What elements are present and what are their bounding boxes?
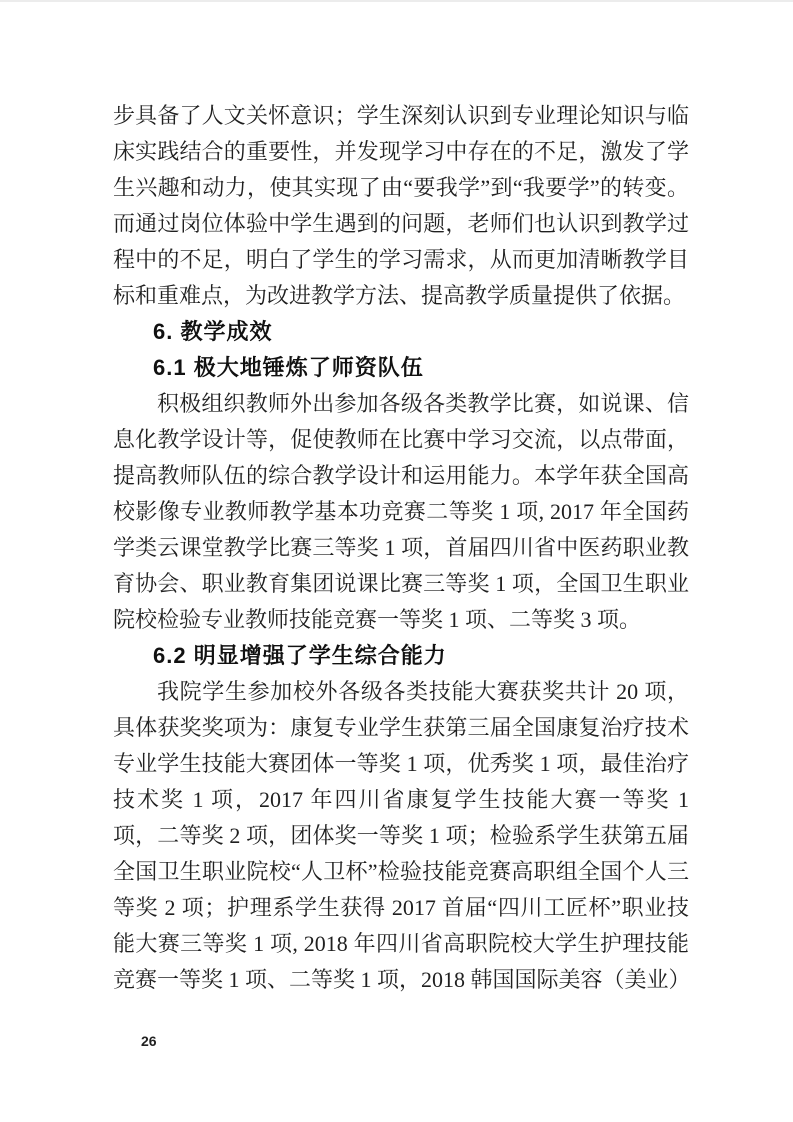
heading-section-6-1: 6.1 极大地锤炼了师资队伍 xyxy=(153,355,424,380)
paragraph-continuation: 步具备了人文关怀意识；学生深刻认识到专业理论知识与临床实践结合的重要性，并发现学习中存在的不足，激发了学生兴趣和动力，使其实现了由“要我学”到“我要学”的转变。而通过岗位体验中学生遇到的问题，老师们也认识到教学过程中的不足，明白了学生的学习需求，从而更加清晰教学目标和重难点，为改进教学方法、提高教学质量提供了依据。 xyxy=(113,103,689,308)
paragraph-6-1: 积极组织教师外出参加各级各类教学比赛，如说课、信息化教学设计等，促使教师在比赛中学习交流，以点带面，提高教师队伍的综合教学设计和运用能力。本学年获全国高校影像专业教师教学基本功竞赛二等奖 1 项, 2017 年全国药学类云课堂教学比赛三等奖 1 项，首届四川省中医药职业教育协会、职业教育集团说课比赛三等奖 1 项，全国卫生职业院校检验专业教师技能竞赛一等奖 1 项、二等奖 3 项。 xyxy=(113,391,689,632)
page-content xyxy=(113,98,689,998)
paragraph-6-2: 我院学生参加校外各级各类技能大赛获奖共计 20 项，具体获奖奖项为：康复专业学生获第三届全国康复治疗技术专业学生技能大赛团体一等奖 1 项，优秀奖 1 项，最佳治疗技术奖 1 项，2017 年四川省康复学生技能大赛一等奖 1 项，二等奖 2 项，团体奖一等奖 1 项；检验系学生获第五届全国卫生职业院校“人卫杯”检验技能竞赛高职组全国个人三等奖 2 项；护理系学生获得 2017 首届“四川工匠杯”职业技能大赛三等奖 1 项, 2018 年四川省高职院校大学生护理技能竞赛一等奖 1 项、二等奖 1 项，2018 韩国国际美容（美业） xyxy=(113,679,691,992)
heading-section-6-2: 6.2 明显增强了学生综合能力 xyxy=(153,643,447,668)
page-number: 26 xyxy=(141,1033,157,1049)
page-footer xyxy=(141,1033,157,1051)
heading-section-6: 6. 教学成效 xyxy=(153,319,273,344)
